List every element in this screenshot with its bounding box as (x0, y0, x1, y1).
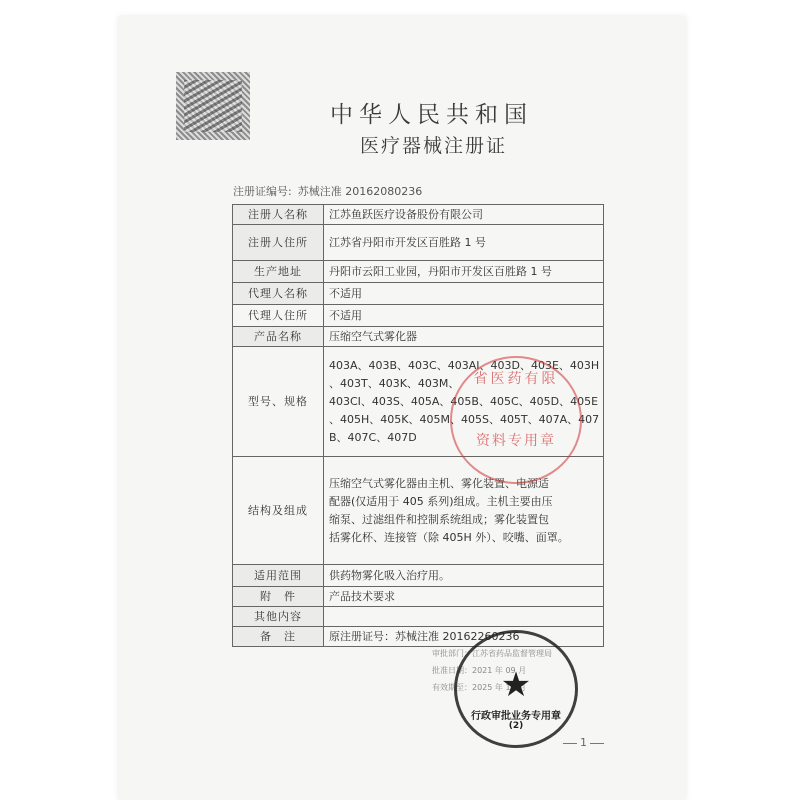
official-seal-number: (2) (508, 721, 524, 731)
scope-label: 适用范围 (233, 565, 324, 587)
scope-value: 供药物雾化吸入治疗用。 (324, 565, 604, 587)
registration-number-label: 注册证编号: (233, 185, 292, 198)
structure-value (324, 457, 604, 565)
page-number: 1 (560, 736, 607, 749)
remarks-value: 原注册证号：苏械注准 20162260236 (324, 627, 604, 647)
model-spec-line: 403CI、403S、405A、405B、405C、405D、405E (329, 394, 599, 408)
agent-name-label: 代理人名称 (233, 283, 324, 305)
product-name-value: 压缩空气式雾化器 (324, 327, 604, 347)
issuer-approval-date: 批准日期：2021 年 09 月 (432, 666, 527, 675)
production-address-label: 生产地址 (233, 261, 324, 283)
attachment-value: 产品技术要求 (324, 587, 604, 607)
other-content-label: 其他内容 (233, 607, 324, 627)
qr-code (176, 72, 250, 140)
other-content-value (324, 607, 604, 627)
structure-line: 压缩空气式雾化器由主机、雾化装置、电源适 (329, 476, 549, 490)
structure-line: 配器(仅适用于 405 系列)组成。主机主要由压 (329, 494, 553, 508)
registration-number-value: 苏械注准 20162080236 (297, 185, 423, 198)
official-seal-text: 行政审批业务专用章 (471, 711, 561, 722)
issuer-expiry-date: 有效期至：2025 年 12 月 (432, 683, 527, 692)
red-seal-bottom-text: 资料专用章 (476, 433, 556, 449)
structure-line: 括雾化杯、连接管（除 405H 外）、咬嘴、面罩。 (329, 530, 569, 544)
model-spec-line: 、403T、403K、403M、 (329, 376, 460, 390)
model-spec-line: 、405H、405K、405M、405S、405T、407A、407 (329, 412, 600, 426)
model-spec-label: 型号、规格 (233, 347, 324, 457)
structure-label: 结构及组成 (233, 457, 324, 565)
star-icon: ★ (500, 665, 532, 705)
registrant-name-label: 注册人名称 (233, 205, 324, 225)
title-document: 医疗器械注册证 (360, 135, 508, 157)
attachment-label: 附 件 (233, 587, 324, 607)
structure-line: 缩泵、过滤组件和控制系统组成；雾化装置包 (329, 512, 549, 526)
registrant-address-value: 江苏省丹阳市开发区百胜路 1 号 (324, 225, 604, 261)
model-spec-line: B、407C、407D (329, 430, 417, 444)
agent-address-value: 不适用 (324, 305, 604, 327)
red-company-seal (450, 356, 582, 484)
official-seal (454, 630, 578, 748)
red-seal-top-text: 省医药有限 (473, 371, 559, 387)
registrant-name-value: 江苏鱼跃医疗设备股份有限公司 (324, 205, 604, 225)
registrant-address-label: 注册人住所 (233, 225, 324, 261)
title-country: 中华人民共和国 (330, 102, 533, 128)
registration-number (233, 183, 428, 199)
production-address-value: 丹阳市云阳工业园，丹阳市开发区百胜路 1 号 (324, 261, 604, 283)
remarks-label: 备 注 (233, 627, 324, 647)
model-spec-line: 403A、403B、403C、403AI、403D、403E、403H (329, 358, 600, 372)
agent-name-value: 不适用 (324, 283, 604, 305)
issuer-authority: 审批部门：江苏省药品监督管理局 (432, 649, 552, 658)
agent-address-label: 代理人住所 (233, 305, 324, 327)
product-name-label: 产品名称 (233, 327, 324, 347)
